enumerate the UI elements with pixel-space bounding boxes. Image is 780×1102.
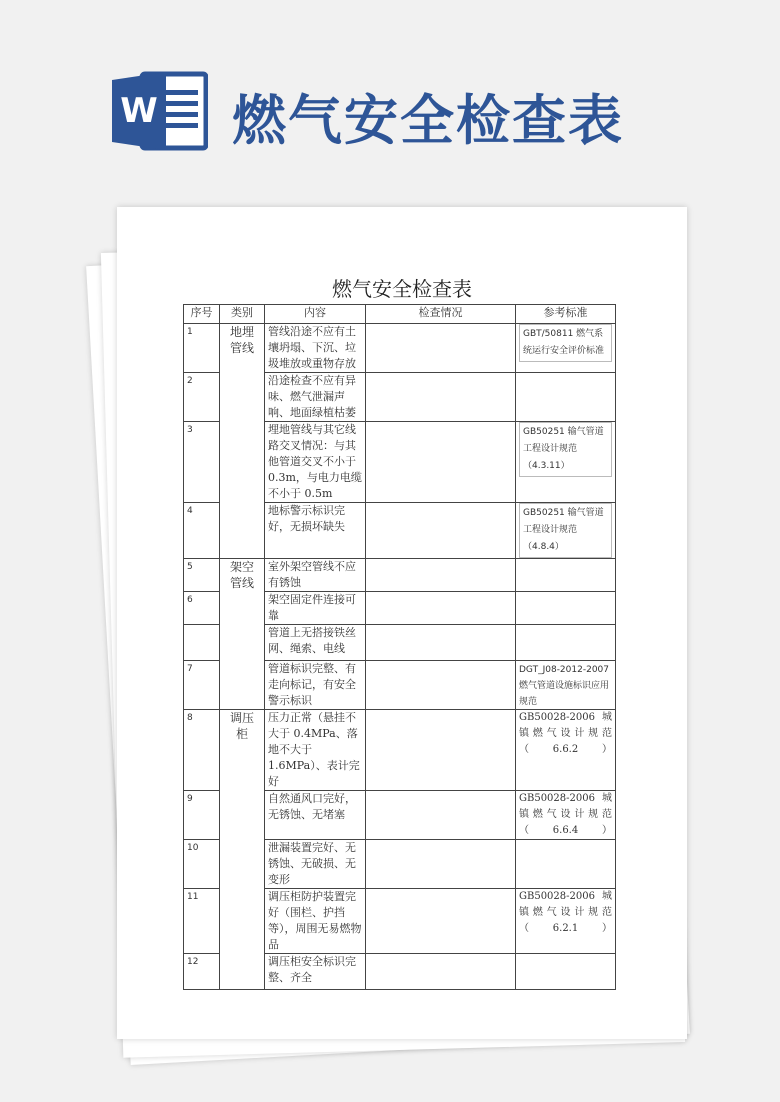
check-result-cell[interactable] xyxy=(366,559,516,592)
row-number: 2 xyxy=(184,373,220,422)
row-content: 管道上无搭接铁丝网、绳索、电线 xyxy=(265,625,366,661)
standard-ref: GB50028-2006 城镇燃气设计规范（6.6.4） xyxy=(519,793,612,836)
row-content: 地标警示标识完好，无损坏缺失 xyxy=(265,503,366,559)
row-content: 管线沿途不应有土壤坍塌、下沉、垃圾堆放或重物存放 xyxy=(265,324,366,373)
row-number: 3 xyxy=(184,422,220,503)
check-result-cell[interactable] xyxy=(366,592,516,625)
row-number: 8 xyxy=(184,710,220,791)
standard-cell xyxy=(516,791,616,840)
standard-cell xyxy=(516,373,616,422)
row-number: 5 xyxy=(184,559,220,592)
row-content: 自然通风口完好，无锈蚀、无堵塞 xyxy=(265,791,366,840)
check-result-cell[interactable] xyxy=(366,661,516,710)
category-regulator-cabinet: 调压 柜 xyxy=(220,710,265,990)
row-content: 调压柜安全标识完整、齐全 xyxy=(265,954,366,990)
row-content: 压力正常（悬挂不大于 0.4MPa、落地不大于 1.6MPa）、表计完好 xyxy=(265,710,366,791)
check-result-cell[interactable] xyxy=(366,503,516,559)
standard-cell xyxy=(516,840,616,889)
standard-cell xyxy=(516,503,616,559)
banner-title: 燃气安全检查表 xyxy=(232,89,624,152)
document-page xyxy=(117,207,687,1039)
header-check: 检查情况 xyxy=(366,305,516,324)
row-number: 9 xyxy=(184,791,220,840)
check-result-cell[interactable] xyxy=(366,710,516,791)
standard-ref: GB50028-2006 城镇燃气设计规范（6.6.2） xyxy=(519,712,612,755)
row-number: 7 xyxy=(184,661,220,710)
row-content: 泄漏装置完好、无锈蚀、无破损、无变形 xyxy=(265,840,366,889)
standard-ref: GB50028-2006 城镇燃气设计规范（6.2.1） xyxy=(519,891,612,934)
table-header-row xyxy=(184,305,616,324)
standard-cell xyxy=(516,324,616,373)
row-content: 管道标识完整、有走向标记，有安全警示标识 xyxy=(265,661,366,710)
row-number: 12 xyxy=(184,954,220,990)
row-content: 室外架空管线不应有锈蚀 xyxy=(265,559,366,592)
category-overhead-pipeline: 架空 管线 xyxy=(220,559,265,710)
inspection-table xyxy=(183,304,616,990)
standard-ref: GBT/50811 燃气系统运行安全评价标准 xyxy=(519,324,612,362)
category-buried-pipeline: 地埋 管线 xyxy=(220,324,265,559)
check-result-cell[interactable] xyxy=(366,324,516,373)
table-row xyxy=(184,710,616,791)
header-content: 内容 xyxy=(265,305,366,324)
table-row xyxy=(184,559,616,592)
word-logo-icon xyxy=(112,70,208,152)
standard-cell xyxy=(516,592,616,625)
word-logo-letter: W xyxy=(120,91,158,131)
row-number: 4 xyxy=(184,503,220,559)
header-standard: 参考标准 xyxy=(516,305,616,324)
check-result-cell[interactable] xyxy=(366,625,516,661)
standard-cell xyxy=(516,625,616,661)
standard-cell xyxy=(516,889,616,954)
row-number: 10 xyxy=(184,840,220,889)
row-number: 6 xyxy=(184,592,220,625)
row-content: 沿途检查不应有异味、燃气泄漏声响、地面绿植枯萎 xyxy=(265,373,366,422)
row-content: 架空固定件连接可靠 xyxy=(265,592,366,625)
standard-cell xyxy=(516,661,616,710)
check-result-cell[interactable] xyxy=(366,840,516,889)
check-result-cell[interactable] xyxy=(366,889,516,954)
check-result-cell[interactable] xyxy=(366,373,516,422)
header-no: 序号 xyxy=(184,305,220,324)
standard-ref: GB50251 输气管道工程设计规范（4.3.11） xyxy=(519,422,612,477)
standard-cell xyxy=(516,422,616,503)
standard-ref: DGT_J08-2012-2007 燃气管道设施标识应用规范 xyxy=(519,665,610,707)
table-row xyxy=(184,324,616,373)
row-number: 11 xyxy=(184,889,220,954)
document-title: 燃气安全检查表 xyxy=(332,277,472,301)
header-category: 类别 xyxy=(220,305,265,324)
row-content: 埋地管线与其它线路交叉情况：与其他管道交叉不小于0.3m，与电力电缆不小于 0.5m xyxy=(265,422,366,503)
standard-cell xyxy=(516,559,616,592)
standard-cell xyxy=(516,710,616,791)
check-result-cell[interactable] xyxy=(366,791,516,840)
row-number: 1 xyxy=(184,324,220,373)
check-result-cell[interactable] xyxy=(366,954,516,990)
check-result-cell[interactable] xyxy=(366,422,516,503)
row-number xyxy=(184,625,220,661)
standard-ref: GB50251 输气管道工程设计规范（4.8.4） xyxy=(519,503,612,558)
row-content: 调压柜防护装置完好（围栏、护挡等），周围无易燃物品 xyxy=(265,889,366,954)
standard-cell xyxy=(516,954,616,990)
